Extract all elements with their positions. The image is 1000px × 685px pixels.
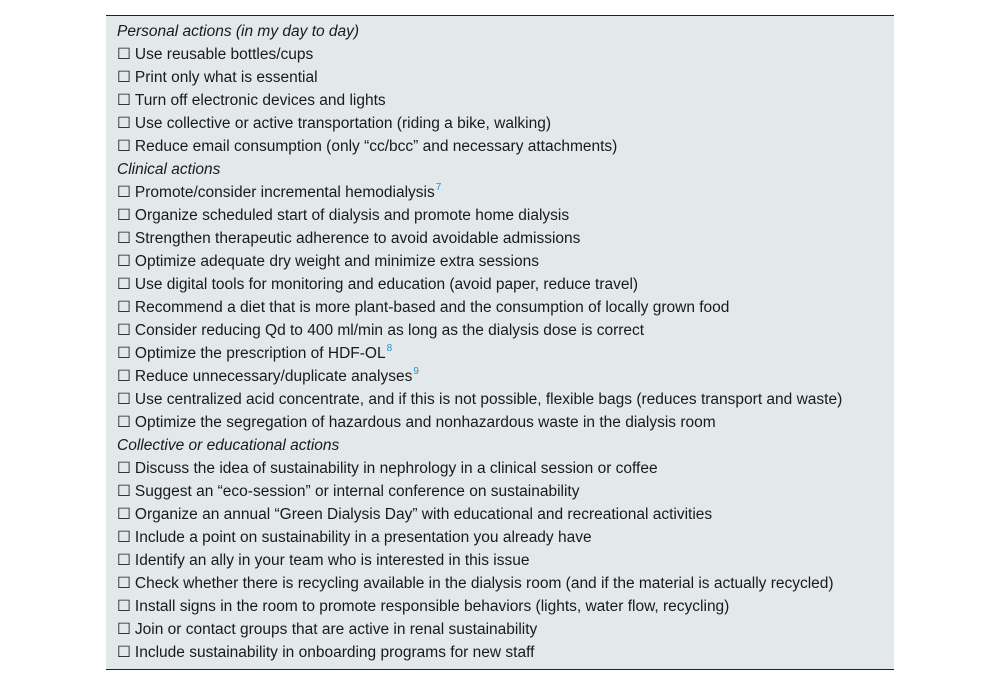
checklist-item-text: Install signs in the room to promote responsible behaviors (lights, water flow, recycling) [134, 598, 730, 615]
checkbox-icon[interactable]: ☐ [117, 506, 131, 523]
checklist-item [117, 342, 894, 365]
checkbox-icon[interactable]: ☐ [117, 230, 131, 247]
checkbox-icon[interactable]: ☐ [117, 138, 131, 155]
checkbox-icon[interactable]: ☐ [117, 207, 131, 224]
checklist-item-text: Print only what is essential [134, 69, 318, 86]
checklist-item-text: Join or contact groups that are active in renal sustainability [134, 621, 538, 638]
checklist-item-text: Check whether there is recycling available in the dialysis room (and if the material is actually recycled) [134, 575, 834, 592]
checkbox-icon[interactable]: ☐ [117, 575, 131, 592]
checklist-item-text: Recommend a diet that is more plant-based and the consumption of locally grown food [134, 299, 730, 316]
checklist-item-text: Reduce unnecessary/duplicate analyses [134, 368, 413, 385]
checklist-item [117, 572, 894, 595]
checklist-item [117, 250, 894, 273]
checklist-item [117, 503, 894, 526]
checklist-item-text: Suggest an “eco-session” or internal conference on sustainability [134, 483, 580, 500]
reference-link[interactable]: 8 [386, 343, 393, 354]
checklist-item-text: Discuss the idea of sustainability in nephrology in a clinical session or coffee [134, 460, 658, 477]
checklist-item-text: Identify an ally in your team who is interested in this issue [134, 552, 530, 569]
checkbox-icon[interactable]: ☐ [117, 92, 131, 109]
checklist-item-text: Reduce email consumption (only “cc/bcc” and necessary attachments) [134, 138, 618, 155]
checklist-item [117, 618, 894, 641]
checklist-item [117, 411, 894, 434]
checklist-item [117, 296, 894, 319]
checklist-item [117, 595, 894, 618]
checklist-item [117, 89, 894, 112]
checklist-item [117, 43, 894, 66]
checkbox-icon[interactable]: ☐ [117, 460, 131, 477]
checkbox-icon[interactable]: ☐ [117, 322, 131, 339]
checklist-item [117, 365, 894, 388]
checklist-item-text: Organize scheduled start of dialysis and promote home dialysis [134, 207, 570, 224]
checkbox-icon[interactable]: ☐ [117, 552, 131, 569]
checkbox-icon[interactable]: ☐ [117, 414, 131, 431]
checklist-item-text: Optimize adequate dry weight and minimize extra sessions [134, 253, 539, 270]
checklist-table [106, 15, 894, 670]
checkbox-icon[interactable]: ☐ [117, 644, 131, 661]
checklist-item [117, 204, 894, 227]
checkbox-icon[interactable]: ☐ [117, 184, 131, 201]
checklist-item [117, 66, 894, 89]
checklist-item [117, 273, 894, 296]
checklist-item [117, 319, 894, 342]
checklist-item-text: Use reusable bottles/cups [134, 46, 314, 63]
checklist-item-text: Include sustainability in onboarding programs for new staff [134, 644, 535, 661]
checkbox-icon[interactable]: ☐ [117, 529, 131, 546]
checklist-item-text: Optimize the prescription of HDF-OL [134, 345, 386, 362]
checklist-item-text: Organize an annual “Green Dialysis Day” with educational and recreational activities [134, 506, 713, 523]
checklist-item-text: Optimize the segregation of hazardous and nonhazardous waste in the dialysis room [134, 414, 716, 431]
checkbox-icon[interactable]: ☐ [117, 299, 131, 316]
checkbox-icon[interactable]: ☐ [117, 621, 131, 638]
checklist-item [117, 549, 894, 572]
checklist-item-text: Strengthen therapeutic adherence to avoid avoidable admissions [134, 230, 581, 247]
checkbox-icon[interactable]: ☐ [117, 345, 131, 362]
checklist-item-text: Include a point on sustainability in a presentation you already have [134, 529, 592, 546]
checkbox-icon[interactable]: ☐ [117, 115, 131, 132]
checklist-item [117, 135, 894, 158]
checkbox-icon[interactable]: ☐ [117, 368, 131, 385]
checklist-item-text: Use centralized acid concentrate, and if this is not possible, flexible bags (reduces transport and waste) [134, 391, 843, 408]
section-heading: Personal actions (in my day to day) [117, 23, 360, 40]
checklist-item-text: Consider reducing Qd to 400 ml/min as long as the dialysis dose is correct [134, 322, 645, 339]
checklist-item [117, 112, 894, 135]
checklist-item [117, 388, 894, 411]
checklist-item [117, 526, 894, 549]
checklist-item [117, 457, 894, 480]
checkbox-icon[interactable]: ☐ [117, 69, 131, 86]
reference-link[interactable]: 9 [413, 366, 419, 377]
section-heading: Clinical actions [117, 161, 221, 178]
checklist-item [117, 641, 894, 664]
checklist-item-text: Turn off electronic devices and lights [134, 92, 386, 109]
checklist-item [117, 480, 894, 503]
checklist-item-text: Use collective or active transportation (riding a bike, walking) [134, 115, 552, 132]
checklist-item-text: Promote/consider incremental hemodialysis [134, 184, 435, 201]
section-heading: Collective or educational actions [117, 437, 340, 454]
checkbox-icon[interactable]: ☐ [117, 483, 131, 500]
checkbox-icon[interactable]: ☐ [117, 253, 131, 270]
checklist-item [117, 181, 894, 204]
checkbox-icon[interactable]: ☐ [117, 391, 131, 408]
checkbox-icon[interactable]: ☐ [117, 276, 131, 293]
reference-link[interactable]: 7 [435, 182, 442, 193]
checklist-item [117, 227, 894, 250]
checkbox-icon[interactable]: ☐ [117, 598, 131, 615]
checkbox-icon[interactable]: ☐ [117, 46, 131, 63]
checklist-item-text: Use digital tools for monitoring and education (avoid paper, reduce travel) [134, 276, 639, 293]
